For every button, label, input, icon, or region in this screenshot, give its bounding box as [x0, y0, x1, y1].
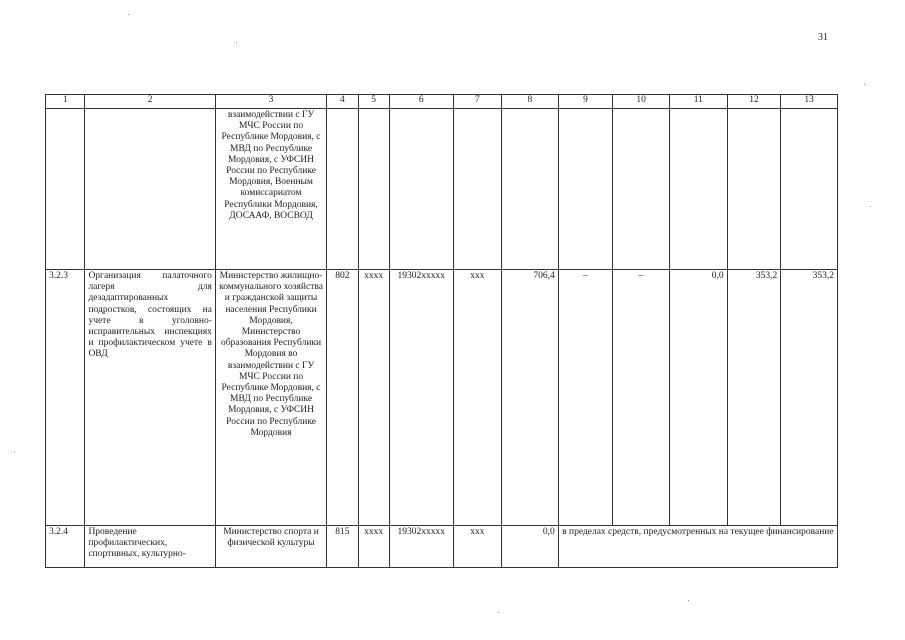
header-row	[46, 95, 838, 109]
scan-artifact	[864, 84, 865, 85]
total-cell: 706,4	[502, 270, 559, 526]
year-cell: 0,0	[670, 270, 728, 526]
total-cell	[502, 109, 559, 270]
vr-cell: ххх	[453, 270, 502, 526]
table-row	[46, 270, 838, 526]
table-row	[46, 109, 838, 270]
column-header: 13	[781, 95, 838, 109]
column-header: 9	[558, 95, 613, 109]
executor-cell: Министерство жилищно-коммунального хозяйства и гражданской защиты населения Республики Мордовия, Министерство образования Республики Мордовия во взаимодействии с ГУ МЧС России по Республике Мордовия, с МВД по Республике Мордовия, с УФСИН России по Республике Мордовия	[215, 270, 326, 526]
column-header: 2	[85, 95, 215, 109]
rzpr-cell	[358, 109, 389, 270]
column-header: 6	[389, 95, 453, 109]
csr-cell: 19302ххххх	[389, 270, 453, 526]
rzpr-cell: хххх	[358, 526, 389, 568]
year-cell: 353,2	[781, 270, 838, 526]
year-cell	[727, 109, 781, 270]
financing-note-cell: в пределах средств, предусмотренных на текущее финансирование	[558, 526, 837, 568]
column-header: 3	[215, 95, 326, 109]
item-number-cell: 3.2.3	[46, 270, 85, 526]
column-header: 4	[327, 95, 358, 109]
column-header: 1	[46, 95, 85, 109]
total-cell: 0,0	[502, 526, 559, 568]
scan-artifact	[688, 600, 689, 601]
rzpr-cell: хххх	[358, 270, 389, 526]
vr-cell: ххх	[453, 526, 502, 568]
grbs-cell: 802	[327, 270, 358, 526]
vr-cell	[453, 109, 502, 270]
budget-table	[45, 94, 838, 568]
activity-cell: Проведение профилактических, спортивных, культурно-	[85, 526, 215, 568]
year-cell	[558, 109, 613, 270]
scan-artifact	[128, 14, 129, 15]
column-header: 12	[727, 95, 781, 109]
item-number-cell: 3.2.4	[46, 526, 85, 568]
year-cell: –	[613, 270, 670, 526]
column-header: 10	[613, 95, 670, 109]
column-header: 7	[453, 95, 502, 109]
year-cell	[613, 109, 670, 270]
executor-cell: Министерство спорта и физической культуры	[215, 526, 326, 568]
year-cell	[781, 109, 838, 270]
executor-cell: взаимодействии с ГУ МЧС России по Республике Мордовия, с МВД по Республике Мордовия, с УФСИН России по Республике Мордовия, Военным комиссариатом Республики Мордовия, ДОСААФ, ВОСВОД	[215, 109, 326, 270]
grbs-cell	[327, 109, 358, 270]
grbs-cell: 815	[327, 526, 358, 568]
scan-artifact	[14, 452, 15, 453]
column-header: 8	[502, 95, 559, 109]
year-cell	[670, 109, 728, 270]
page-number: 31	[818, 32, 828, 43]
column-header: 11	[670, 95, 728, 109]
year-cell: –	[558, 270, 613, 526]
csr-cell: 19302ххххх	[389, 526, 453, 568]
activity-cell	[85, 109, 215, 270]
column-header: 5	[358, 95, 389, 109]
scan-artifact	[870, 206, 871, 207]
activity-cell: Организация палаточного лагеря для дезадаптированных подростков, состоящих на учете в уголовно-исправительных инспекциях и профилактическом учете в ОВД	[85, 270, 215, 526]
year-cell: 353,2	[727, 270, 781, 526]
scan-artifact	[236, 42, 237, 43]
item-number-cell	[46, 109, 85, 270]
table-row	[46, 526, 838, 568]
scan-artifact	[498, 612, 499, 613]
csr-cell	[389, 109, 453, 270]
